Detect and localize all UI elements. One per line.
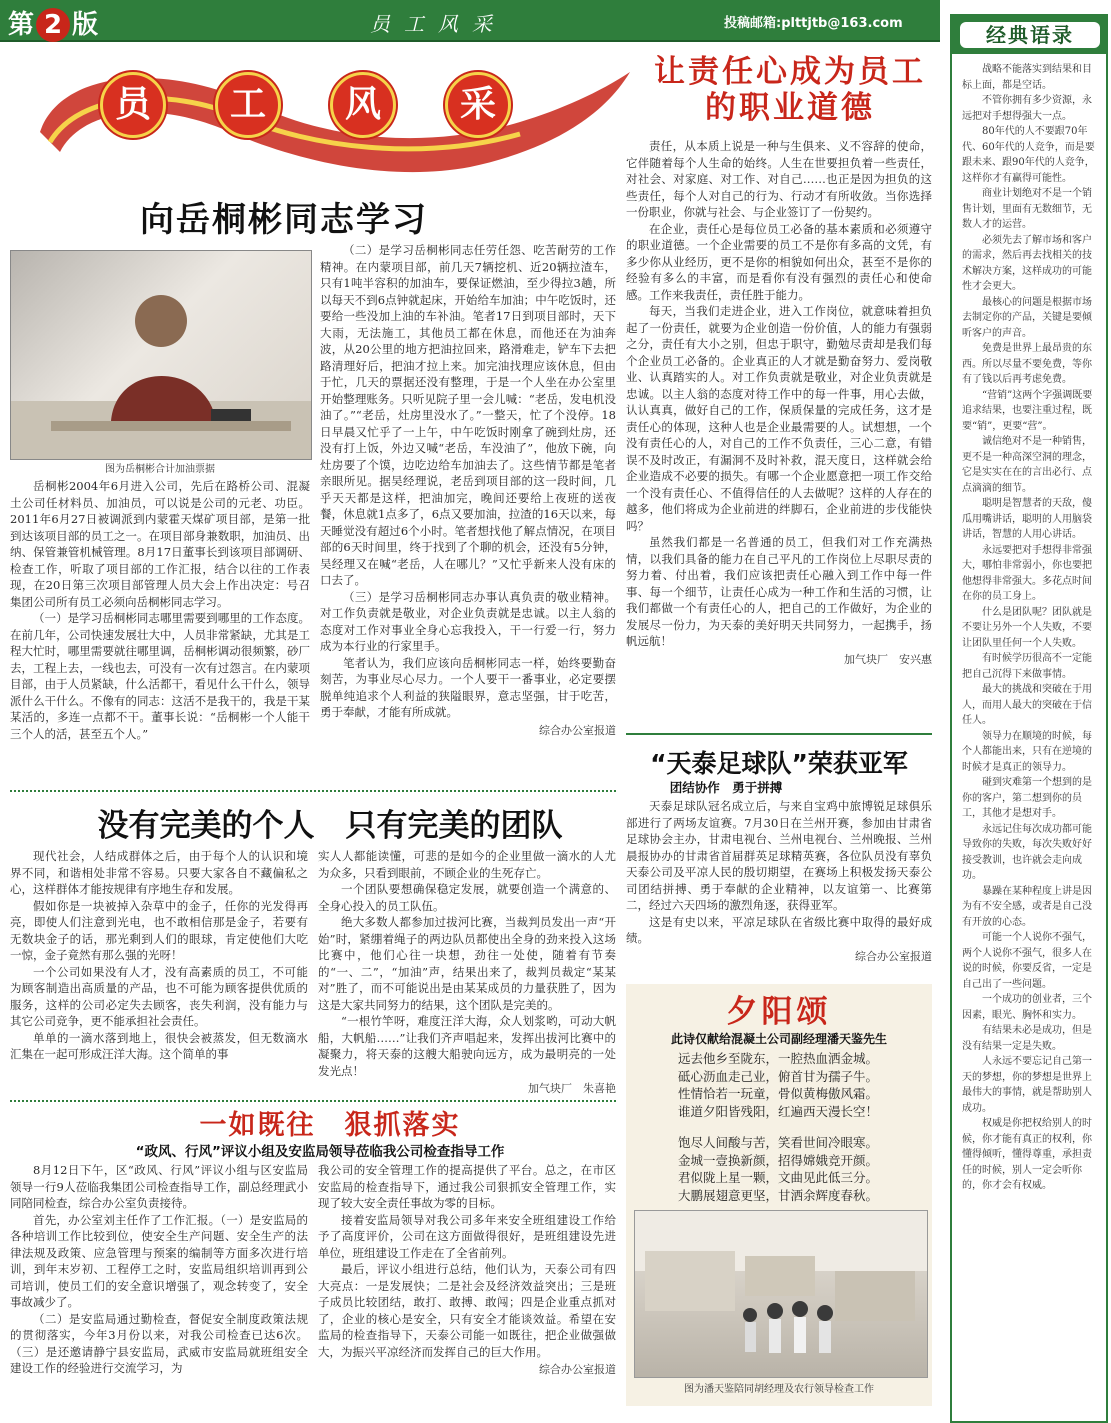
quote-item: 永远要把对手想得非常强大，哪怕非常弱小，你也要把他想得非常强大。多花点时间在你的员工身上。 xyxy=(962,544,1092,602)
article5-subtitle: 团结协作 勇于拼搏 xyxy=(669,780,783,795)
article3-paragraph: 接着安监局领导对我公司多年来安全班组建设工作给予了高度评价，公司在这方面做得很好，是班组建设先进单位，班组建设工作走在了全省前列。 xyxy=(318,1212,616,1260)
article1-signature: 综合办公室报道 xyxy=(539,723,616,737)
article6-subtitle: 此诗仅献给混凝土公司副经理潘天鉴先生 xyxy=(670,1032,887,1046)
poem-line: 饱尽人间酸与苦，笑看世间冷眼寒。 xyxy=(678,1135,879,1150)
article6-photo-caption: 图为潘天鉴陪同胡经理及农行领导检查工作 xyxy=(684,1384,874,1395)
divider-line xyxy=(626,733,932,735)
article3-paragraph: （二）是安监局通过勤检查，督促安全制度政策法规的贯彻落实，今年3月份以来，对我公司检查已达6次。（三）是还邀请静宁县安监局，武威市安监局就班组安全建设工作的经验进行交流学习，为 xyxy=(10,1311,308,1375)
article1-paragraph: 笔者认为，我们应该向岳桐彬同志一样，始终要勤奋刻苦，为事业尽心尽力。一个人要干一番事业，必定要摆脱单纯追求个人利益的狭隘眼界，意志坚强，甘于吃苦，勇于奉献，才能有所成就。 xyxy=(320,655,616,719)
article5-signature: 综合办公室报道 xyxy=(855,949,932,963)
article1-column-2 xyxy=(320,242,616,739)
poem-line: 大鹏展翅意更坚，甘洒余辉度春秋。 xyxy=(678,1187,879,1203)
section-name: 员工风采 xyxy=(370,12,506,36)
quote-item: 诚信绝对不是一种销售，更不是一种高深空洞的理念，它是实实在在的言出必行、点点滴滴的细节。 xyxy=(962,436,1092,494)
article3-subtitle: “政风、行风”评议小组及安监局领导莅临我公司检查指导工作 xyxy=(135,1144,505,1160)
poem-line: 远去他乡至陇东，一腔热血洒金城。 xyxy=(678,1051,879,1066)
quote-item: 不管你拥有多少资源，永远把对手想得强大一点。 xyxy=(962,95,1092,122)
edition-label xyxy=(8,4,98,42)
sidebar-quote-list xyxy=(962,62,1098,1194)
quote-item: 什么是团队呢？团队就是不要让另外一个人失败，不要让团队里任何一个人失败。 xyxy=(962,606,1092,649)
article6-title: 夕阳颂 xyxy=(726,994,832,1030)
sidebar-quotes xyxy=(950,14,1108,1423)
article3-column-2 xyxy=(318,1162,616,1379)
quote-item: 碰到灾难第一个想到的是你的客户，第二想到你的员工，其他才是想对手。 xyxy=(962,777,1092,819)
badge-char-4: 采 xyxy=(445,72,511,138)
article4-paragraph: 责任，从本质上说是一种与生俱来、义不容辞的使命，它伴随着每个人生命的始终。人生在世要担负着一些责任，对社会、对家庭、对工作、对自己……也正是因为担负的这些责任，每个人对自己的行为、行动才有所收敛。当你选择一份职业，你就与社会、与企业签订了一份契约。 xyxy=(626,139,932,219)
article5-title: “天泰足球队”荣获亚军 xyxy=(650,749,908,778)
submission-email: 投稿邮箱:plttjtb@163.com xyxy=(724,16,903,31)
edition-suffix: 版 xyxy=(72,10,99,40)
article1-paragraph: 岳桐彬2004年6月进入公司，先后在路桥公司、混凝土公司任材料员、加油员，可以说是公司的元老、功臣。2011年6月27日被调派到内蒙霍天煤矿项目部，是第一批到达该项目部的员工之一。在项目部身兼数职，加油员、出纳、保管兼管机械管理。8月17日董事长到该项目部调研、检查工作，听取了项目部的工作汇报，结合以往的工作表现，在20日第三次项目部管理人员大会上作出决定：号召集团公司所有员工必须向岳桐彬同志学习。 xyxy=(10,479,310,609)
quote-item: 暴躁在某种程度上讲是因为有不安全感，或者是自己没有开放的心态。 xyxy=(962,885,1092,928)
photo-person-at-desk-icon xyxy=(11,251,311,459)
article4-paragraph: 虽然我们都是一名普通的员工，但我们对工作充满热情，以我们具备的能力在自己平凡的工作岗位上尽职尽责的努力着、付出着，我们应该把责任心融入到工作中每一件事、每一个细节，让责任心成为一种工作和生活的习惯，让我们都做一个有责任心的人，把自己的工作做好，为企业的发展尽一份力，为天泰的美好明天共同努力，一起携手，扬帆远航！ xyxy=(626,535,932,648)
article5-body xyxy=(626,798,932,965)
quote-item: 人永远不要忘记自己第一天的梦想，你的梦想是世界上最伟大的事情，就是帮助别人成功。 xyxy=(962,1056,1092,1114)
article1-title: 向岳桐彬同志学习 xyxy=(140,200,428,240)
article1-column-1 xyxy=(10,478,310,742)
article2-title: 没有完美的个人 只有完美的团队 xyxy=(97,808,563,844)
poem-line: 性情恰若一玩童，骨似黄梅傲风霜。 xyxy=(678,1086,879,1101)
poem-stanza-1 xyxy=(678,1050,918,1120)
article2-signature: 加气块厂 朱喜艳 xyxy=(528,1082,616,1095)
article2-column-1 xyxy=(10,848,308,1063)
article2-paragraph: 实人人都能读懂，可悲的是如今的企业里做一滴水的人尤为众多，只看到眼前，不顾企业的生死存亡。 xyxy=(318,849,616,880)
article3-column-1 xyxy=(10,1162,308,1377)
quote-item: 聪明是智慧者的天敌，傻瓜用嘴讲话，聪明的人用脑袋讲话，智慧的人用心讲话。 xyxy=(962,498,1092,540)
badge-char-1: 员 xyxy=(100,72,166,138)
poem-stanza-2 xyxy=(678,1134,918,1204)
article5-paragraph: 这是有史以来，平凉足球队在省级比赛中取得的最好成绩。 xyxy=(626,914,932,945)
edition-prefix: 第 xyxy=(8,10,35,40)
poem-line: 君似陇上星一颗，文曲见此低三分。 xyxy=(678,1170,879,1185)
article4-body xyxy=(626,138,932,668)
article3-paragraph: 我公司的安全管理工作的提高提供了平台。总之，在市区安监局的检查指导下，通过我公司狠抓安全管理工作，实现了较大安全责任事故为零的目标。 xyxy=(318,1163,616,1210)
article3-title: 一如既往 狠抓落实 xyxy=(199,1110,461,1141)
divider-dotted xyxy=(10,1100,616,1102)
article2-paragraph: “一根竹竿呀，难度汪洋大海，众人划浆哟，可动大帆船，大帆船……”让我们齐声唱起来，发挥出拔河比赛中的凝聚力，将天泰的这艘大船驶向远方，成为最明亮的一处发光点！ xyxy=(318,1014,616,1078)
article2-paragraph: 现代社会，人结成群体之后，由于每个人的认识和境界不同，和谐相处非常不容易。只要大家各自不藏偏私之心，这样群体才能按规律有序地生存和发展。 xyxy=(10,849,308,896)
article3-paragraph: 8月12日下午，区“政风、行风”评议小组与区安监局领导一行9人莅临我集团公司检查指导工作，副总经理武小同陪同检查，综合办公室负责接待。 xyxy=(10,1163,308,1210)
quote-item: 权威是你把权给别人的时候，你才能有真正的权利，你懂得倾听，懂得尊重，承担责任的时候，别人一定会听你的，你才会有权威。 xyxy=(962,1118,1092,1191)
article2-paragraph: 单单的一滴水落到地上，很快会被蒸发，但无数滴水汇集在一起可形成汪洋大海。这个简单的事 xyxy=(10,1030,308,1061)
quote-item: 最核心的问题是根据市场去制定你的产品，关键是要倾听客户的声音。 xyxy=(962,296,1092,339)
article2-paragraph: 一个公司如果没有人才，没有高素质的员工，不可能为顾客制造出高质量的产品，也不可能为顾客提供优质的服务，这样的公司必定失去顾客，丧失利润，没有能力与其它公司竞争，更不能承担社会责任。 xyxy=(10,964,308,1028)
quote-item: 商业计划绝对不是一个销售计划，里面有无数细节，无数人才的运营。 xyxy=(962,188,1092,230)
article1-photo xyxy=(10,250,312,460)
article4-signature: 加气块厂 安兴惠 xyxy=(844,652,932,666)
badge-char-3: 风 xyxy=(330,72,396,138)
article4-paragraph: 在企业，责任心是每位员工必备的基本素质和必须遵守的职业道德。一个企业需要的员工不是你有多高的文凭，有多少你从业经历，更不是你的相貌如何出众，甚至不是你的经验有多么的丰富，而是看你有没有强烈的责任心和使命感。工作来我责任，责任胜于能力。 xyxy=(626,221,932,302)
quote-item: 免费是世界上最昂贵的东西。所以尽量不要免费，等你有了钱以后再考虑免费。 xyxy=(962,343,1092,385)
photo-inspection-group-icon xyxy=(635,1211,927,1377)
article1-paragraph: （三）是学习岳桐彬同志办事认真负责的敬业精神。对工作负责就是敬业，对企业负责就是忠诚。以主人翁的态度对工作对事业全身心忘我投入，干一行爱一行，努力成为本行业的行家里手。 xyxy=(320,589,616,653)
poem-line: 谁道夕阳皆残阳，红遍西天漫长空！ xyxy=(678,1103,879,1119)
quote-item: 战略不能落实到结果和目标上面，都是空话。 xyxy=(962,64,1092,91)
quote-item: 有时候学历很高不一定能把自己沉得下来做事情。 xyxy=(962,653,1092,680)
quote-item: 可能一个人说你不强气，两个人说你不强气，很多人在说的时候，你要反省，一定是自己出了一些问题。 xyxy=(962,932,1092,990)
article2-column-2 xyxy=(318,848,616,1098)
article3-paragraph: 首先，办公室刘主任作了工作汇报。（一）是安监局的各种培训工作比较到位，使安全生产问题、安全生产的法律法规及政策、应急管理与预案的编制等方面多次进行培训，到年末岁初、工程停工之时，安监局组织培训再到公司培训，使员工们的安全意识增强了，观念转变了，安全事故减少了。 xyxy=(10,1212,308,1309)
poem-line: 金城一壹换新颜，招得嫦娥竞开颜。 xyxy=(678,1152,879,1168)
article4-title: 让责任心成为员工的职业道德 xyxy=(654,54,926,126)
quote-item: 一个成功的创业者，三个因素，眼光、胸怀和实力。 xyxy=(962,994,1092,1021)
header-banner xyxy=(0,0,940,42)
article6-photo xyxy=(634,1210,928,1378)
article1-paragraph: （二）是学习岳桐彬同志任劳任怨、吃苦耐劳的工作精神。在内蒙项目部，前几天7辆挖机、近20辆拉渣车，只有1吨半容积的加油车，要保证燃油，至少得拉3趟，所以每天不到6点钟就起床，开始给车加油；中午吃饭时，还要给一些没加上油的车补油。笔者17日到项目部时，天下大雨，无法施工，其他员工都在休息，而他还在为油奔波，从20公里的地方把油拉回来，路滑难走，铲车下去把路清理好后，把油才拉上来。加完油找理应该休息，但由于忙，几天的票据还没有整理，于是一个人坐在办公室里开始整理账务。只听见院子里一会儿喊：“老岳，发电机没油了。”“老岳，灶房里没水了。”一整天，忙了个没停。18日早晨又忙乎了一上午，中午吃饭时刚拿了碗到灶房，还没有打上饭，外边又喊“老岳，车没油了”，他放下碗，向灶房要了个馍，边吃边给车加油去了。这些情节都是笔者亲眼所见。据吴经理说，老岳到项目部的这一段时间，几乎天天都是这样，把油加完，晚间还要给上夜班的送夜餐，休息就1点多了，6点又要加油，拉渣的16天以来，每天睡觉没有超过6个小时。笔者想找他了解点情况，在项目部的6天时间里，终于找到了个聊的机会，还没有5分钟，吴经理又在喊“老岳，人在哪儿？”又忙乎新来人没有床的口去了。 xyxy=(320,243,616,587)
article4-paragraph: 每天，当我们走进企业，进入工作岗位，就意味着担负起了一份责任，就要为企业创造一份价值，人的能力有强弱之分，责任有大小之别，但忠于职守，勤勉尽责却是我们每个企业员工必备的。企业真正的人才就是勤奋努力、爱岗敬业、认真踏实的人。对工作负责就是敬业，对企业负责就是忠诚。以主人翁的态度对待工作中的每一件事，用心去做，认认真真，做好自己的工作，保质保量的完成任务，这才是责任心的体现，这种人也是企业最需要的人。试想想，一个没有责任心的人，对自己的工作不负责任，三心二意，有错误不及时改正，有漏洞不及时补救，混天度日，这样就会给企业造成不必要的损失。有哪一个企业愿意把一项工作交给一个没有责任心、不值得信任的人去做呢？这样的人存在的越多，他们将成为企业前进的绊脚石，企业前进的步伐能快吗？ xyxy=(626,304,932,533)
article2-paragraph: 一个团队要想确保稳定发展，就要创造一个满意的、全身心投入的员工队伍。 xyxy=(318,882,616,913)
quote-item: 领导力在顺境的时候，每个人都能出来，只有在逆境的时候才是真正的领导力。 xyxy=(962,730,1092,773)
sidebar-title: 经典语录 xyxy=(960,22,1100,48)
article3-paragraph: 最后，评议小组进行总结，他们认为，天泰公司有四大亮点：一是发展快；二是社会及经济效益突出；三是班子成员比较团结，敢打、敢搏、敢闯；四是企业重点抓对了，企业的核心是安全，只有安全才能谈效益。希望在安监局的检查指导下，天泰公司能一如既往，把企业做强做大，为振兴平凉经济而发挥自己的巨大作用。 xyxy=(318,1262,616,1359)
sidebar-header xyxy=(952,16,1106,54)
quote-item: 永远记住每次成功都可能导致你的失败，每次失败好好接受教训，也许就会走向成功。 xyxy=(962,823,1092,881)
quote-item: “营销”这两个字强调既要追求结果，也要注重过程，既要“销”，更要“营”。 xyxy=(962,389,1093,432)
badge-char-2: 工 xyxy=(215,72,281,138)
article2-paragraph: 绝大多数人都参加过拔河比赛，当裁判员发出一声“开始”时，紧绷着绳子的两边队员都使出全身的劲来投入这场比赛中，他们心往一块想，劲往一处使，随着有节奏的“一、二”，“加油”声，结果出来了，裁判员裁定“某某对”胜了，而不可能说出是由某某成员的力量获胜了，因为这是大家共同努力的结果，这个团队是完美的。 xyxy=(318,915,616,1012)
article3-signature: 综合办公室报道 xyxy=(539,1363,616,1376)
article1-photo-caption: 图为岳桐彬合计加油票据 xyxy=(105,464,215,475)
quote-item: 有结果未必是成功，但是没有结果一定是失败。 xyxy=(962,1025,1092,1052)
poem-line: 砥心沥血走己业，俯首甘为孺子牛。 xyxy=(678,1068,879,1084)
divider-dotted xyxy=(10,790,616,792)
quote-item: 必须先去了解市场和客户的需求，然后再去找相关的技术解决方案，这样成功的可能性才会更大。 xyxy=(962,234,1092,292)
quote-item: 80年代的人不要跟70年代、60年代的人竞争，而是要跟未来、跟90年代的人竞争，这样你才有赢得可能性。 xyxy=(962,126,1095,184)
quote-item: 最大的挑战和突破在于用人，而用人最大的突破在于信任人。 xyxy=(962,684,1092,726)
section-badge-row xyxy=(100,62,580,142)
article5-paragraph: 天泰足球队冠名成立后，与来自宝鸡中旅博锐足球俱乐部进行了两场友谊赛。7月30日在兰州开赛，参加由甘肃省足球协会主办，甘肃电视台、兰州电视台、兰州晚报、兰州晨报协办的甘肃省首届群英足球精英赛，各位队员没有辜负天泰公司及平凉人民的殷切期望，在赛场上积极发扬天泰公司团结拼搏、勇于奉献的企业精神，以友谊第一、比赛第二，经过六天四场的激烈角逐，获得亚军。 xyxy=(626,799,932,912)
edition-number: 2 xyxy=(36,8,70,42)
article2-paragraph: 假如你是一块被掉入杂草中的金子，任你的光发得再亮，即使人们注意到光电，也不敢相信那是金子，若要有无数块金子的话，那光剩到人们的眼球，肯定使他们大吃一惊，金子竟然有那么强的光呀！ xyxy=(10,898,308,962)
article1-paragraph: （一）是学习岳桐彬同志哪里需要到哪里的工作态度。在前几年，公司快速发展壮大中，人员非常紧缺，尤其是工程大忙时，哪里需要就往哪里调，岳桐彬调动很频繁，砂厂去，工程上去，一线也去，可没有一次有过怨言。在内蒙项目部，由于人员紧缺，什么活都干，看见什么干什么，领导派什么干什么。不像有的同志：这活不是我干的，我是干某某活的，多连一点都不干。董事长说：“岳桐彬一个人能干三个人的活，甚至五个人。” xyxy=(10,611,310,741)
